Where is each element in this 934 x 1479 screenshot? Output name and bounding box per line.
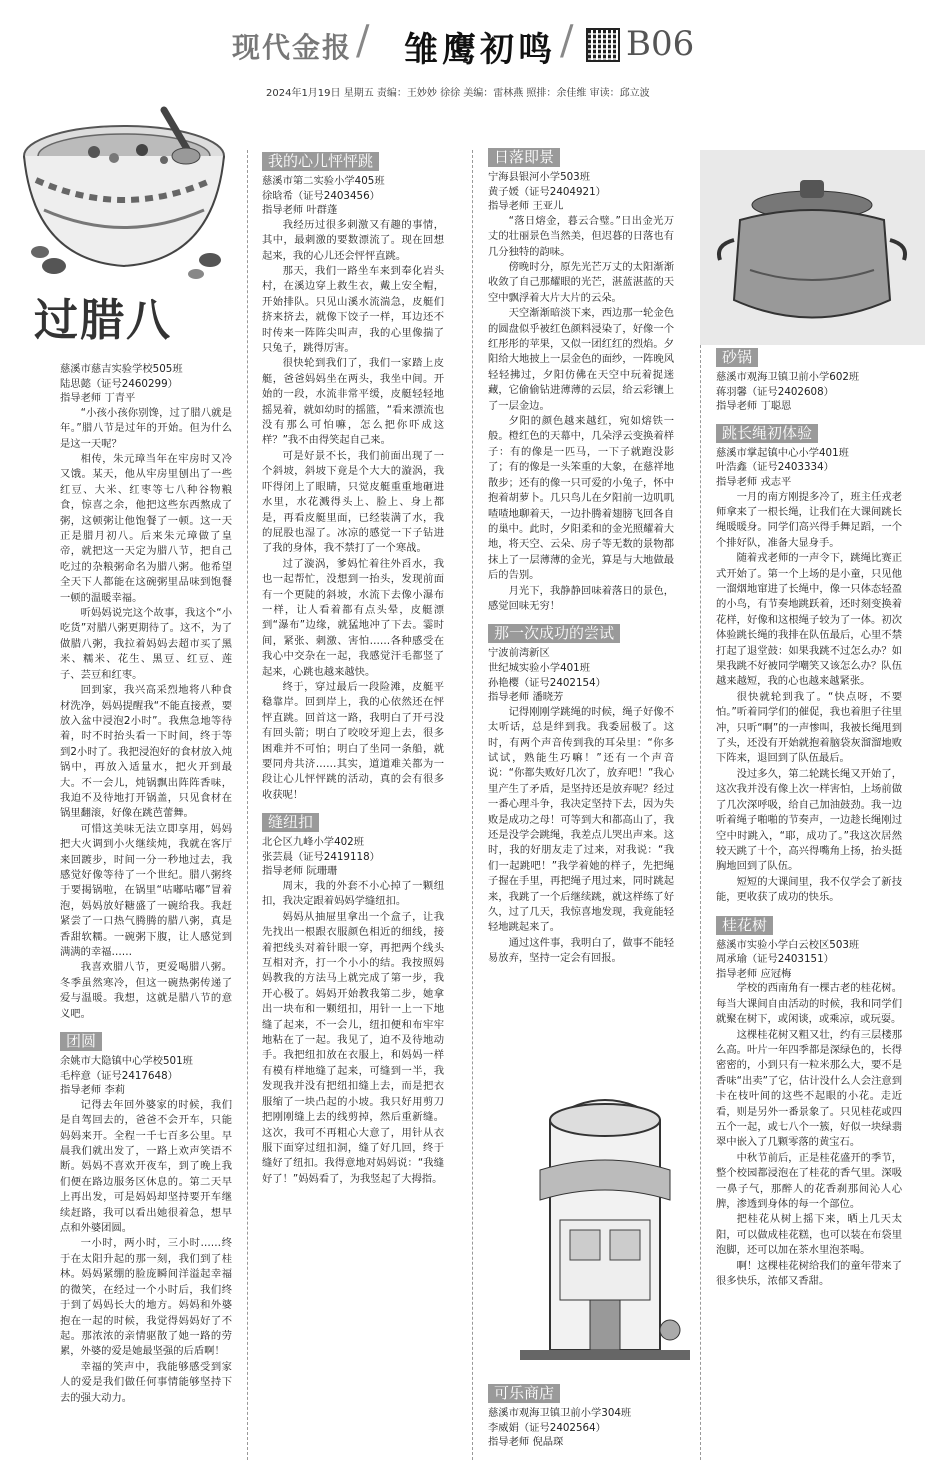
paragraph: 我经历过很多刺激又有趣的事情，其中，最刺激的要数漂流了。现在回想起来，我的心儿还会怦怦直跳。 bbox=[262, 218, 444, 262]
caption-cola-shop bbox=[488, 1384, 674, 1450]
paragraph: 那天，我们一路坐车来到奉化岩头村，在溪边穿上救生衣，戴上安全帽，开始排队。只见山溪水流湍急，皮艇们挤来挤去，就像下饺子一样，耳边还不时传来一阵阵尖叫声，我的心里像揣了只兔子，跳得厉害。 bbox=[262, 265, 444, 355]
article-author: 叶浩鑫（证号2403334） bbox=[716, 461, 834, 474]
article-osmanthus bbox=[716, 916, 902, 1290]
article-body bbox=[262, 879, 444, 1187]
article-body bbox=[716, 490, 902, 906]
paragraph: 很快就轮到我了。“快点呀，不要怕。”听着同学们的催促，我也着胆子往里冲，只听“啊”的一声惨叫，我被长绳甩到了头，还没有开始就抱着脑袋灰溜溜地败下阵来，退回到了队伍最后。 bbox=[716, 690, 902, 765]
article-heart-beating bbox=[262, 152, 444, 803]
article-teacher: 指导老师 应冠梅 bbox=[716, 967, 792, 980]
article-teacher: 指导老师 丁青平 bbox=[60, 392, 136, 405]
article-school: 慈溪市实验小学白云校区503班 bbox=[716, 938, 860, 951]
article-body bbox=[262, 218, 444, 803]
column-1 bbox=[60, 362, 232, 1416]
article-body bbox=[60, 1098, 232, 1406]
paragraph: 啊！这棵桂花树给我们的童年带来了很多快乐，浓郁又香甜。 bbox=[716, 1259, 902, 1288]
masthead-divider: / bbox=[560, 18, 574, 64]
article-body bbox=[488, 705, 674, 967]
article-teacher: 指导老师 王亚儿 bbox=[488, 200, 564, 213]
article-school: 宁海县银河小学503班 bbox=[488, 171, 591, 183]
article-school: 慈溪市慈吉实验学校505班 bbox=[60, 363, 183, 375]
qr-code-icon bbox=[586, 28, 620, 62]
paragraph: 回到家，我兴高采烈地将八种食材洗净，妈妈提醒我“不能直接煮，要放入盆中浸泡2小时”。我焦急地等待着，时不时抬头看一下时间，终于等到2小时了。我把浸泡好的食材放入炖锅中，再放入适量水，把火开到最大。不一会儿，炖锅飘出阵阵香味，我迫不及待地打开锅盖，只见食材在锅里翻滚，好像在跳芭蕾舞。 bbox=[60, 684, 232, 820]
paragraph: 终于，穿过最后一段险滩，皮艇平稳靠岸。回到岸上，我的心依然还在怦怦直跳。回首这一路，我明白了开弓没有回头箭；明白了咬咬牙迎上去，很多困难并不可怕；明白了坐同一条船，就要同舟共济……其实，道道难关都为一段让心儿怦怦跳的活动，真的会有很多收获呢！ bbox=[262, 680, 444, 801]
paragraph: 随着戎老师的一声令下，跳绳比赛正式开始了。第一个上场的是小童，只见他一溜烟地窜进了长绳中，像一只体态轻盈的小鸟，有节奏地跳跃着，还时刻变换着花样，好像和这根绳子较为了一体。初次体验跳长绳的我排在队伍最后，心里不禁打起了退堂鼓：如果我跳不过怎么办？如果我跳不好被同学嘲笑又该怎么办？队伍越来越短，我的心也越来越紧张。 bbox=[716, 552, 902, 688]
article-title: 桂花树 bbox=[716, 916, 773, 935]
paragraph: 中秋节前后，正是桂花盛开的季节，整个校园都浸泡在了桂花的香气里。深吸一鼻子气，那醉人的花香刹那间沁人心脾，渗透到身体的每一个部位。 bbox=[716, 1151, 902, 1210]
caption-clay-pot bbox=[716, 348, 902, 414]
article-author: 蒋羽馨（证号2402608） bbox=[716, 385, 834, 398]
article-successful-attempt bbox=[488, 624, 674, 966]
article-body bbox=[488, 214, 674, 615]
article-school: 慈溪市第二实验小学405班 bbox=[262, 175, 385, 187]
article-author: 张芸晨（证号2419118） bbox=[262, 850, 380, 863]
article-author: 陆思懿（证号2460299） bbox=[60, 377, 178, 390]
paragraph: 过了漩涡，爹妈忙着往外舀水，我也一起帮忙，没想到一抬头，发现前面有一个更陡的斜坡，水流下去像小瀑布一样，让人看着都有点头晕，皮艇漂到“瀑布”边缘，就猛地冲了下去。霎时间，紧张、刺激、害怕……各种感受在我心中交杂在一起，我感觉汗毛都竖了起来，心跳也越来越快。 bbox=[262, 557, 444, 678]
article-teacher: 指导老师 阮珊珊 bbox=[262, 865, 338, 878]
article-teacher: 指导老师 戎志平 bbox=[716, 475, 792, 488]
article-teacher: 指导老师 倪晶琛 bbox=[488, 1436, 564, 1449]
paragraph: 天空渐渐暗淡下来，西边那一轮金色的圆盘似乎被红色颜料浸染了，好像一个红彤彤的苹果，又似一团红红的烈焰。夕阳给大地披上一层金色的面纱，一阵晚风轻轻拂过，夕阳仿佛在天空中玩着捉迷藏，它偷偷钻进薄薄的云层，给云彩镶上了一层金边。 bbox=[488, 307, 674, 412]
paragraph: 记得去年回外婆家的时候，我们是自驾回去的，爸爸不会开车，只能妈妈来开。全程一千七百多公里。早晨我们就出发了，一路上欢声笑语不断。妈妈不喜欢开夜车，到了晚上我们便在路边服务区休息的。第二天早上再出发，可是妈妈却坚持要开车继续赶路，我可以看出她很着急，想早点和外婆团圆。 bbox=[60, 1098, 232, 1235]
article-author: 孙艳樱（证号2402154） bbox=[488, 676, 606, 689]
column-divider bbox=[247, 150, 248, 1460]
article-teacher: 指导老师 丁聪恩 bbox=[716, 400, 792, 413]
article-long-rope bbox=[716, 424, 902, 906]
article-author: 李威娟（证号2402564） bbox=[488, 1421, 606, 1434]
paragraph: 可惜这美味无法立即享用，妈妈把大火调到小火继续炖，我就在客厅来回踱步，时间一分一秒地过去，我感觉好像等待了一个世纪。腊八粥终于要揭锅啦，在锅里“咕嘟咕嘟”冒着泡，妈妈放好糖盛了一碗给我。我赶紧尝了一口热气腾腾的腊八粥，真是香甜软糯。一碗粥下腹，让人感觉到满满的幸福…… bbox=[60, 822, 232, 958]
article-sew-button bbox=[262, 813, 444, 1187]
feature-title: 过腊八 bbox=[34, 295, 172, 346]
column-divider bbox=[700, 340, 701, 1460]
article-author: 毛梓意（证号2417648） bbox=[60, 1069, 178, 1082]
section-name: 雏鹰初鸣 bbox=[404, 30, 556, 70]
paragraph: “落日熔金，暮云合璧。”日出金光万丈的壮丽景色当然美，但迟暮的日落也有几分独特的韵味。 bbox=[488, 214, 674, 258]
paragraph: 听妈妈说完这个故事，我这个“小吃货”对腊八粥更期待了。这不，为了做腊八粥，我拉着妈妈去超市买了黑米、糯米、花生、黑豆、红豆、莲子、芸豆和红枣。 bbox=[60, 607, 232, 681]
article-author: 黄子媛（证号2404921） bbox=[488, 185, 606, 198]
paragraph: 相传，朱元璋当年在牢房时又冷又饿。某天，他从牢房里刨出了一些红豆、大米、红枣等七八种谷物粮食，惊喜之余，他把这些东西熬成了粥，这顿粥让他饱餐了一顿。这一天正是腊月初八。后来朱元璋做了皇帝，就把这一天定为腊八节，把自己吃过的杂粮粥命名为腊八粥。他希望全天下人都能在这碗粥里品味到饱餐一顿的温暖幸福。 bbox=[60, 453, 232, 604]
column-2 bbox=[262, 152, 444, 1197]
article-school: 慈溪市观海卫镇卫前小学602班 bbox=[716, 371, 860, 383]
article-school: 慈溪市掌起镇中心小学401班 bbox=[716, 446, 849, 459]
paragraph: 学校的西南角有一棵古老的桂花树。每当大课间自由活动的时候，我和同学们就聚在树下，或闲谈，或乘凉，或玩耍。 bbox=[716, 982, 902, 1026]
paragraph: “小孩小孩你别馋，过了腊八就是年。”腊八节是过年的开始。但为什么是这一天呢？ bbox=[60, 406, 232, 450]
dateline: 2024年1月19日 星期五 责编：王妙妙 徐徐 美编：雷林燕 照排：余佳维 审读：邱立波 bbox=[266, 88, 650, 99]
article-school: 北仑区九峰小学402班 bbox=[262, 836, 365, 849]
article-title: 日落即景 bbox=[488, 148, 560, 167]
article-author: 周承瑜（证号2403151） bbox=[716, 953, 834, 966]
paragraph: 一月的南方刚提多冷了，班主任戎老师拿来了一根长绳，让我们在大课间跳长绳暖暖身。同学们高兴得手舞足蹈，一个个排好队，准备大显身手。 bbox=[716, 490, 902, 549]
paragraph: 记得刚刚学跳绳的时候，绳子好像不太听话，总是绊到我。我委屈极了。这时，有两个声音传到我的耳朵里：“你多试试，熟能生巧嘛！”还有一个声音说：“你都失败好几次了，放弃吧！”我心里产生了矛盾，是坚持还是放弃呢？经过一番心理斗争，我决定坚持下去，因为失败是成功之母！可等到大和都高山了，我还是没学会跳绳，我差点儿哭出声来。这时，我的好朋友走了过来，对我说：“我们一起跳吧！”我学着她的样子，先把绳子握在手里，再把绳子甩过来，同时跳起来，我跳了一个后继续跳，就这样练了好久，过了几天，我惊喜地发现，我竟能轻轻地跳起来了。 bbox=[488, 705, 674, 934]
column-4 bbox=[716, 348, 902, 1299]
paragraph: 一小时，两小时，三小时……终于在太阳升起的那一刻，我们到了桂林。妈妈紧绷的脸庞瞬间洋溢起幸福的微笑，在经过一个小时后，我们终于到了妈妈长大的地方。妈妈和外婆抱在一起的时候，我觉得妈妈好了不起。那浓浓的亲情驱散了她一路的劳累，外婆的爱是她最坚强的后盾啊！ bbox=[60, 1237, 232, 1358]
column-divider bbox=[472, 150, 473, 1460]
masthead-divider: / bbox=[356, 18, 370, 64]
article-body bbox=[60, 406, 232, 1022]
article-body bbox=[716, 981, 902, 1289]
article-teacher: 指导老师 李莉 bbox=[60, 1084, 126, 1097]
paragraph: 妈妈从抽屉里拿出一个盒子，让我先找出一根跟衣服颜色相近的细线，接着把线头对着针眼一穿，再把两个线头互相对齐，打一个小小的结。我按照妈妈教我的方法马上就完成了第一步，我开心极了。妈妈开始教我第二步，她拿出一块布和一颗纽扣，用针一上一下地缝了起来，不一会儿，纽扣便和布牢牢地粘在了一起。我见了，迫不及待地动手。我把纽扣放在衣服上，和妈妈一样有模有样地缝了起来，可缝到一半，我发现我并没有把纽扣缝上去，而是把衣服缩了一块凸起的小坡。我只好用剪刀把刚刚缝上去的线剪掉，然后重新缝。这次，我可不再粗心大意了，用针从衣服下面穿过纽扣洞，缝了好几回，终于缝好了纽扣。我得意地对妈妈说：“我缝好了！”妈妈看了，为我竖起了大拇指。 bbox=[262, 910, 444, 1185]
clay-pot-drawing bbox=[700, 150, 925, 345]
article-sunset bbox=[488, 148, 674, 614]
paragraph: 傍晚时分，原先光芒万丈的太阳渐渐收敛了自己那耀眼的光芒，湛蓝湛蓝的天空中飘浮着大片大片的云朵。 bbox=[488, 261, 674, 304]
paragraph: 夕阳的颜色越来越红，宛如熔铁一般。橙红色的天幕中，几朵浮云变换着样子：有的像是一匹马，一下子就跑没影了；有的像是一头笨重的大象，在慈祥地散步；还有的像一只可爱的小兔子，怀中抱着胡萝卜。几只鸟儿在夕阳前一边叽叽喳喳地聊着天，一边扑腾着翅膀飞回各自的巢中。此时，夕阳柔和的金光照耀着大地，将天空、云朵、房子等无数的景物都抹上了一层薄薄的金光，算是与大地做最后的告别。 bbox=[488, 415, 674, 582]
article-title: 缝纽扣 bbox=[262, 813, 319, 832]
laba-porridge-bowl-illustration bbox=[14, 70, 234, 290]
article-guolaba bbox=[60, 362, 232, 1022]
article-tuanyuan bbox=[60, 1032, 232, 1406]
article-title: 可乐商店 bbox=[488, 1384, 560, 1403]
cola-shop-drawing bbox=[520, 1080, 690, 1380]
article-school: 宁波前湾新区 bbox=[488, 647, 550, 660]
article-title: 砂锅 bbox=[716, 348, 758, 367]
article-school-line2: 世纪城实验小学401班 bbox=[488, 661, 591, 674]
article-title: 那一次成功的尝试 bbox=[488, 624, 620, 643]
article-title: 团圆 bbox=[60, 1032, 102, 1051]
paragraph: 短短的大课间里，我不仅学会了新技能，更收获了成功的快乐。 bbox=[716, 875, 902, 904]
paragraph: 没过多久，第二轮跳长绳又开始了，这次我并没有像上次一样害怕，上场前做了几次深呼吸，给自己加油鼓劲。我一边听着绳子啪啪的节奏声，一边趁长绳刚过空中时跳入，“耶，成功了。”我这次居然较天跳了十个，高兴得嘴角上扬，抬头挺胸地回到了队伍。 bbox=[716, 767, 902, 873]
article-title: 我的心儿怦怦跳 bbox=[262, 152, 379, 171]
paper-name: 现代金报 bbox=[232, 31, 353, 64]
paragraph: 我喜欢腊八节，更爱喝腊八粥。冬季虽然寒冷，但这一碗热粥传递了爱与温暖。我想，这就是腊八节的意义吧。 bbox=[60, 961, 232, 1020]
column-3 bbox=[488, 148, 674, 977]
article-school: 余姚市大隐镇中心学校501班 bbox=[60, 1055, 193, 1068]
article-teacher: 指导老师 叶群蓬 bbox=[262, 204, 338, 217]
paragraph: 这棵桂花树又粗又壮，约有三层楼那么高。叶片一年四季都是深绿色的，长得密密的，小到只有一粒米那么大，要不是香味“出卖”了它，估计没什么人会注意到卡在枝叶间的这些不起眼的小花。走近看，则是另外一番景象了。只见桂花或四五个一起，或七八个一簇，好似一块绿翡翠中嵌入了几颗零落的黄宝石。 bbox=[716, 1028, 902, 1149]
article-school: 慈溪市观海卫镇卫前小学304班 bbox=[488, 1407, 632, 1419]
paragraph: 周末，我的外套不小心掉了一颗纽扣，我决定跟着妈妈学缝纽扣。 bbox=[262, 880, 444, 908]
paragraph: 月光下，我静静回味着落日的景色，感觉回味无穷！ bbox=[488, 584, 674, 612]
paragraph: 可是好景不长，我们前面出现了一个斜坡，斜坡下竟是个大大的漩涡，我吓得闭上了眼睛，只觉皮艇重重地砸进水里，水花溅得头上、脸上、身上都是，再看皮艇里面，已经装满了水，我的屁股也湿了。冰凉的感觉一下子钻进了我的身体，我不禁打了一个寒战。 bbox=[262, 449, 444, 555]
article-teacher: 指导老师 潘晓芳 bbox=[488, 691, 564, 704]
paragraph: 通过这件事，我明白了，做事不能轻易放弃，坚持一定会有回报。 bbox=[488, 936, 674, 965]
article-author: 徐晗希（证号2403456） bbox=[262, 189, 380, 202]
article-title: 跳长绳初体验 bbox=[716, 424, 818, 443]
page-number: B06 bbox=[626, 24, 695, 64]
paragraph: 把桂花从树上摇下来，晒上几天太阳，可以做成桂花糕，也可以装在布袋里泡脚，还可以加在茶水里泡茶喝。 bbox=[716, 1213, 902, 1257]
paragraph: 幸福的笑声中，我能够感受到家人的爱是我们做任何事情能够坚持下去的强大动力。 bbox=[60, 1360, 232, 1404]
paragraph: 很快轮到我们了，我们一家踏上皮艇，爸爸妈妈坐在两头，我坐中间。开始的一段，水流非常平缓，皮艇轻轻地摇晃着，就如幼时的摇篮，“看来漂流也没有那么可怕嘛，怎么把你吓成这样？”我不由得笑起自己来。 bbox=[262, 357, 444, 447]
